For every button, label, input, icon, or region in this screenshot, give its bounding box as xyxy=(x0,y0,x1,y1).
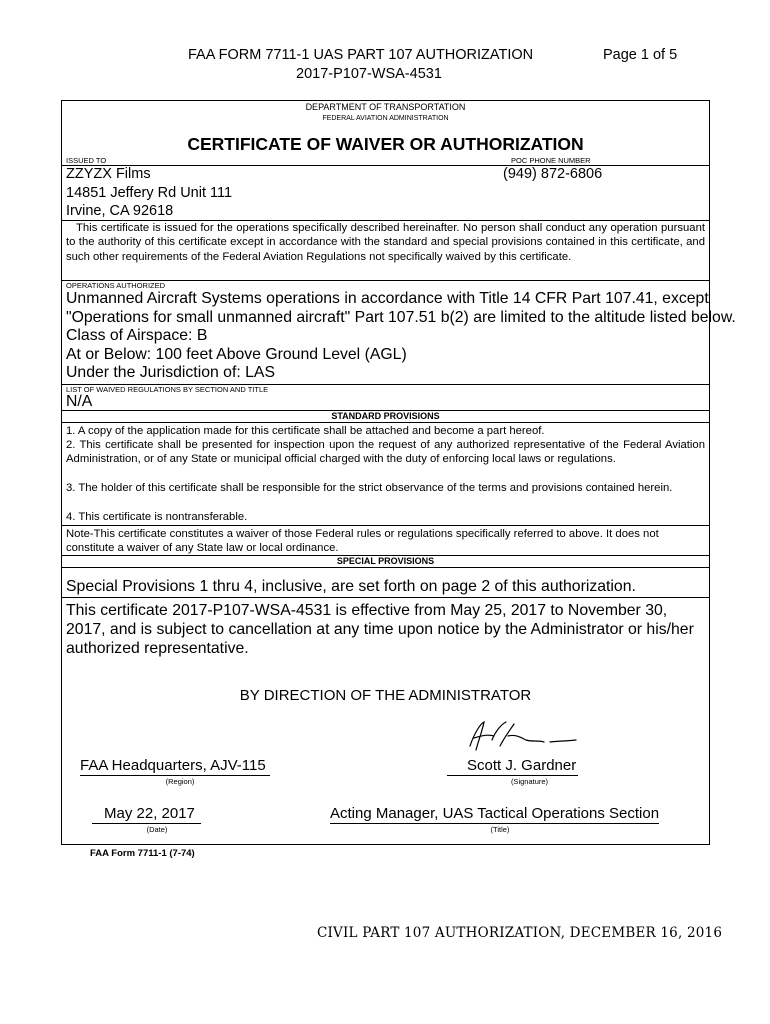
phone-label: POC PHONE NUMBER xyxy=(511,156,591,165)
operations-label: OPERATIONS AUTHORIZED xyxy=(66,281,166,290)
region-label: (Region) xyxy=(165,776,195,786)
operations-section xyxy=(62,281,736,385)
address-line-1: 14851 Jeffery Rd Unit 111 xyxy=(66,185,233,201)
certificate-form xyxy=(61,100,736,845)
certificate-title: CERTIFICATE OF WAIVER OR AUTHORIZATION xyxy=(187,134,584,154)
signature-mark xyxy=(462,716,582,756)
standard-provisions-heading: STANDARD PROVISIONS xyxy=(331,411,440,421)
phone-number: (949) 872-6806 xyxy=(503,166,603,182)
waived-label: LIST OF WAIVED REGULATIONS BY SECTION AND TITLE xyxy=(66,385,269,394)
form-title: FAA FORM 7711-1 UAS PART 107 AUTHORIZATION xyxy=(188,47,534,63)
issued-to-name: ZZYZX Films xyxy=(66,166,151,182)
intro-text: This certificate is issued for the operations specifically described hereinafter. No person shall conduct any operation pursuant to the authority of this certificate except in accordance with the standard and special provisions contained in this certificate, and such other requirements of the Federal Aviation Regulations not specifically waived by this certificate. xyxy=(66,222,705,263)
note-section xyxy=(62,526,709,556)
special-provisions-heading: SPECIAL PROVISIONS xyxy=(336,556,435,566)
standard-provisions xyxy=(62,423,709,526)
operations-line-1: Unmanned Aircraft Systems operations in accordance with Title 14 CFR Part 107.41, except xyxy=(66,290,709,307)
waiver-number: 2017-P107-WSA-4531 xyxy=(296,66,442,82)
address-line-2: Irvine, CA 92618 xyxy=(66,203,174,219)
title-value: Acting Manager, UAS Tactical Operations Section xyxy=(330,805,660,822)
effective-text: This certificate 2017-P107-WSA-4531 is effective from May 25, 2017 to November 30, 2017, and is subject to cancellation at any time upon notice by the Administrator or his/her authorized representative. xyxy=(66,602,694,657)
divider xyxy=(62,165,709,166)
date-block xyxy=(92,805,222,834)
note-text: Note-This certificate constitutes a waiver of those Federal rules or regulations specifically referred to above. It does not constitute a waiver of any State law or local ordinance. xyxy=(66,528,659,555)
region-block xyxy=(80,757,280,786)
waived-section xyxy=(62,385,709,411)
special-provisions-text: Special Provisions 1 thru 4, inclusive, are set forth on page 2 of this authorization. xyxy=(66,578,636,595)
issued-section xyxy=(62,101,709,281)
issued-to-label: ISSUED TO xyxy=(66,156,107,165)
standard-provision-2: 2. This certificate shall be presented for inspection upon the request of any authorized representative of the Federal Aviation Administration, or of any State or municipal official charged with the duty of enforcing local laws or regulations. xyxy=(66,439,705,466)
date-label: (Date) xyxy=(146,824,168,834)
signature-label: (Signature) xyxy=(510,776,549,786)
special-provisions xyxy=(62,568,709,598)
administration: FEDERAL AVIATION ADMINISTRATION xyxy=(322,115,449,122)
operations-line-2: "Operations for small unmanned aircraft" Part 107.51 b(2) are limited to the altitude listed below. xyxy=(66,309,736,326)
airspace-class: Class of Airspace: B xyxy=(66,327,208,344)
date-value: May 22, 2017 xyxy=(92,805,201,824)
department: DEPARTMENT OF TRANSPORTATION xyxy=(305,102,466,112)
administrator-direction: BY DIRECTION OF THE ADMINISTRATOR xyxy=(239,687,532,704)
form-number: FAA Form 7711-1 (7-74) xyxy=(90,848,195,859)
jurisdiction: Under the Jurisdiction of: LAS xyxy=(66,364,275,381)
title-block xyxy=(330,805,670,834)
standard-provision-3: 3. The holder of this certificate shall be responsible for the strict observance of the terms and provisions contained herein. xyxy=(66,482,673,494)
waived-value: N/A xyxy=(66,393,93,410)
region-value: FAA Headquarters, AJV-115 xyxy=(80,757,270,776)
altitude-limit: At or Below: 100 feet Above Ground Level (AGL) xyxy=(66,346,407,363)
signer-block xyxy=(447,757,612,786)
standard-heading-row xyxy=(62,411,709,423)
standard-provision-4: 4. This certificate is nontransferable. xyxy=(66,511,248,523)
signer-name: Scott J. Gardner xyxy=(447,757,578,776)
standard-provision-1: 1. A copy of the application made for this certificate shall be attached and become a part hereof. xyxy=(66,425,545,437)
civil-footer: CIVIL PART 107 AUTHORIZATION, DECEMBER 16, 2016 xyxy=(317,925,723,941)
special-heading-row xyxy=(62,556,709,568)
title-label: (Title) xyxy=(490,824,510,834)
page-number: Page 1 of 5 xyxy=(603,47,678,63)
